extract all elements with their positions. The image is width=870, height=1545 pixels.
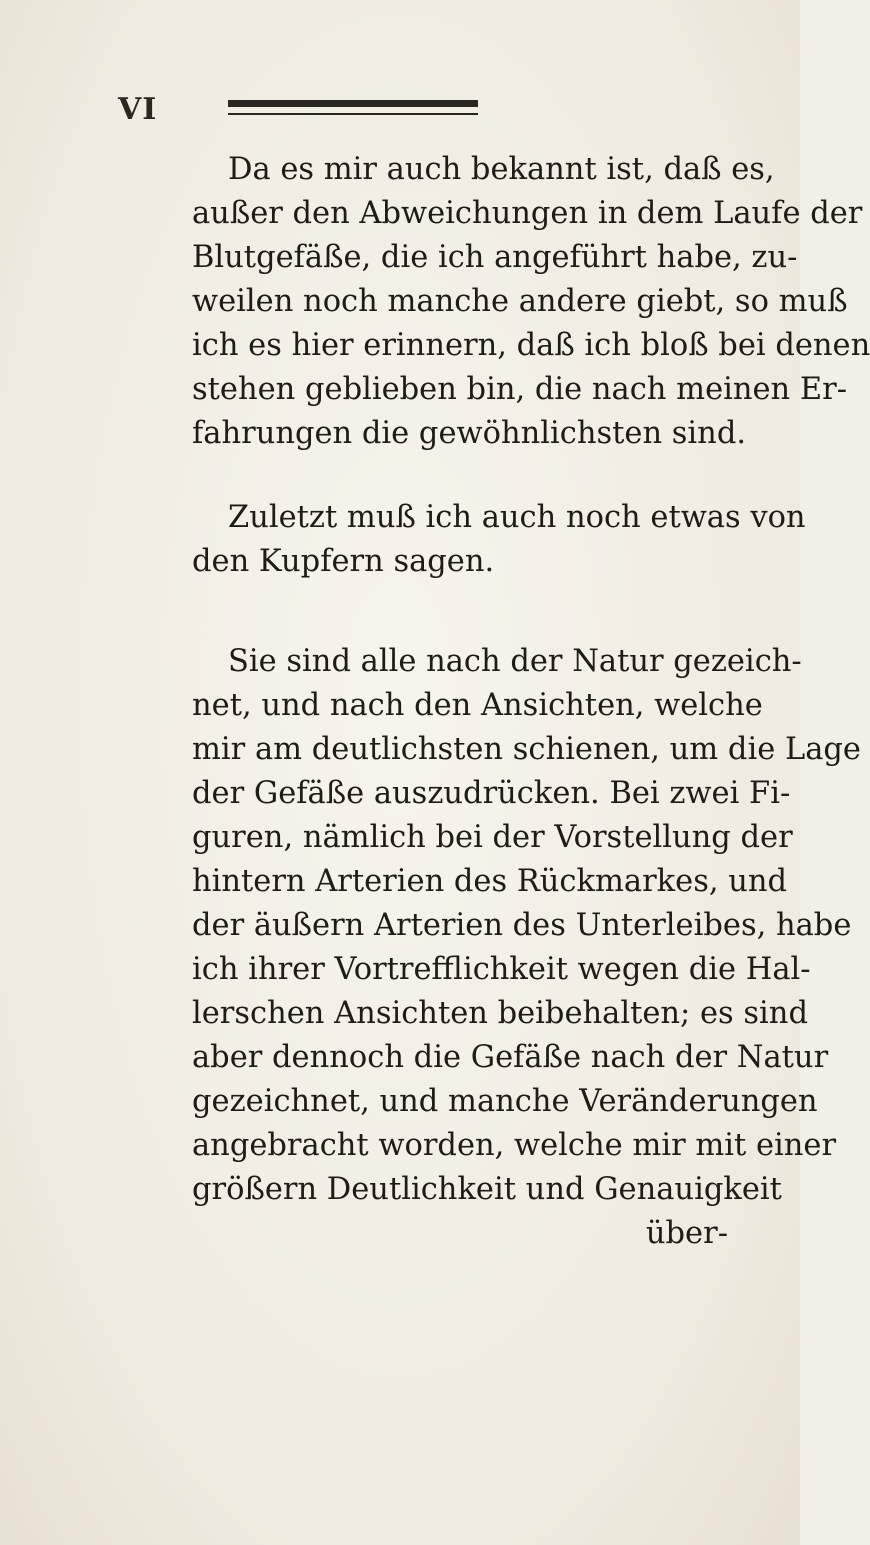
text-line: stehen geblieben bin, die nach meinen Er-: [192, 372, 848, 407]
text-line: hintern Arterien des Rückmarkes, und: [192, 864, 788, 899]
text-line: Zuletzt muß ich auch noch etwas von: [228, 500, 806, 535]
paragraph-1: [192, 148, 870, 456]
text-line: Da es mir auch bekannt ist, daß es,: [228, 152, 775, 187]
text-line: fahrungen die gewöhnlichsten sind.: [192, 416, 747, 451]
text-line: aber dennoch die Gefäße nach der Natur: [192, 1040, 829, 1075]
paragraph-2: [192, 496, 806, 584]
header-rule: [228, 100, 478, 107]
text-line: ich ihrer Vortrefflichkeit wegen die Hal-: [192, 952, 811, 987]
text-line: lerschen Ansichten beibehalten; es sind: [192, 996, 808, 1031]
text-line: mir am deutlichsten schienen, um die Lage: [192, 732, 861, 767]
catchword: über-: [645, 1216, 728, 1251]
paragraph-gap: [192, 456, 732, 496]
header-rule-thin: [228, 113, 478, 115]
text-line: der äußern Arterien des Unterleibes, habe: [192, 908, 852, 943]
page-header: [118, 92, 718, 132]
text-line: gezeichnet, und manche Veränderungen: [192, 1084, 818, 1119]
body-text: [192, 148, 870, 1256]
text-line: angebracht worden, welche mir mit einer: [192, 1128, 837, 1163]
text-line: Blutgefäße, die ich angeführt habe, zu-: [192, 240, 798, 275]
text-line: ich es hier erinnern, daß ich bloß bei denen: [192, 328, 870, 363]
text-line: den Kupfern sagen.: [192, 544, 495, 579]
text-line: größern Deutlichkeit und Genauigkeit: [192, 1172, 782, 1207]
page-number: VI: [118, 92, 158, 127]
text-line: net, und nach den Ansichten, welche: [192, 688, 763, 723]
text-line: der Gefäße auszudrücken. Bei zwei Fi-: [192, 776, 791, 811]
paragraph-gap: [192, 584, 732, 640]
text-line: Sie sind alle nach der Natur gezeich-: [228, 644, 802, 679]
text-line: außer den Abweichungen in dem Laufe der: [192, 196, 863, 231]
text-line: weilen noch manche andere giebt, so muß: [192, 284, 848, 319]
text-line: guren, nämlich bei der Vorstellung der: [192, 820, 793, 855]
paragraph-3: [192, 640, 861, 1212]
